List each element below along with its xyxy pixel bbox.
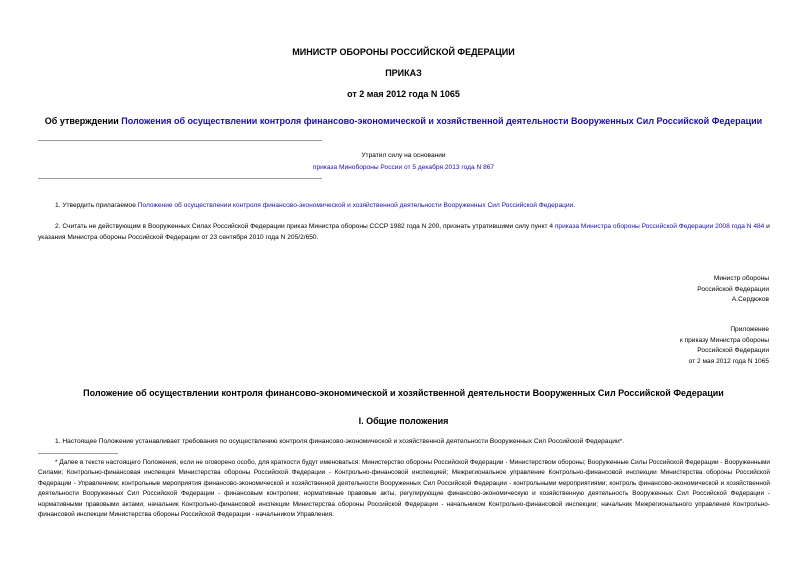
signature-position: Министр обороны xyxy=(713,275,769,282)
footnote-divider xyxy=(38,453,118,454)
status-repeal-link[interactable]: приказа Минобороны России от 5 декабря 2013 года N 867 xyxy=(312,164,495,171)
order-paragraph-2 xyxy=(38,221,770,243)
appendix-country: Российской Федерации xyxy=(697,347,769,354)
status-divider-bottom xyxy=(38,178,322,179)
doc-title-link[interactable]: Положения об осуществлении контроля финансово-экономической и хозяйственной деятельности Вооруженных Сил Российской Федерации xyxy=(121,116,763,126)
footnote-text: * Далее в тексте настоящего Положения, если не оговорено особо, для краткости будут именоваться: Министерство обороны Российской Федерации - Министерством обороны; Вооруженные Силы Российской Федерации - Вооруженными Силами; Контрольно-финансовая инспекция Министерства обороны Российской Федерации - Контрольно-финансовой инспекцией; Межрегиональное управление Контрольно-финансовой инспекции Министерства обороны Российской Федерации - Управлением; контрольные мероприятия финансово-экономической и хозяйственной деятельности Вооруженных Сил Российской Федерации - контрольными мероприятиями; контроль финансово-экономической и хозяйственной деятельности Вооруженных Сил Российской Федерации - финансовым контролем; нормативные правовые акты, регулирующие финансово-экономическую и хозяйственную деятельность Вооруженных Сил Российской Федерации - нормативными правовыми актами; начальник Контрольно-финансовой инспекции Министерства обороны Российской Федерации - начальником Контрольно-финансовой инспекции; начальник Межрегионального управления Контрольно-финансовой инспекции Министерства обороны Российской Федерации - начальником Управления. xyxy=(38,459,770,519)
signature-name: А.Сердюков xyxy=(731,296,769,303)
p2-prefix: 2. Считать не действующим в Вооруженных Силах Российской Федерации приказ Министра обороны СССР 1982 года N 200, признать утратившими силу пункт 4 xyxy=(55,223,555,230)
p2-order-link[interactable]: приказа Министра обороны Российской Федерации 2008 года N 484 xyxy=(554,223,765,230)
doc-type-heading: ПРИКАЗ xyxy=(385,68,422,78)
appendix-date: от 2 мая 2012 года N 1065 xyxy=(688,357,769,365)
p1-prefix: 1. Утвердить прилагаемое xyxy=(55,202,138,209)
ministry-heading: МИНИСТР ОБОРОНЫ РОССИЙСКОЙ ФЕДЕРАЦИИ xyxy=(292,47,515,57)
doc-title xyxy=(0,116,807,126)
p1-regulation-link[interactable]: Положение об осуществлении контроля финансово-экономической и хозяйственной деятельности Вооруженных Сил Российской Федерации xyxy=(137,202,574,209)
status-divider-top xyxy=(38,140,322,141)
p2-suffix: и указания Министра обороны Российской Федерации от 23 сентября 2010 года N 205/2/650. xyxy=(38,223,770,241)
doc-title-prefix: Об утверждении xyxy=(44,116,122,126)
appendix-order-ref: к приказу Министра обороны xyxy=(679,336,769,344)
appendix-label: Приложение xyxy=(730,326,769,333)
regulation-title: Положение об осуществлении контроля финансово-экономической и хозяйственной деятельности Вооруженных Сил Российской Федерации xyxy=(83,388,724,398)
doc-date-number: от 2 мая 2012 года N 1065 xyxy=(347,89,460,99)
p1-suffix: . xyxy=(573,202,576,209)
regulation-paragraph-1: 1. Настоящее Положение устанавливает требования по осуществлению контроля финансово-экономической и хозяйственной деятельности Вооруженных Сил Российской Федерации*. xyxy=(55,438,625,445)
order-paragraph-1 xyxy=(55,200,770,211)
section-title: I. Общие положения xyxy=(358,416,449,426)
signature-block xyxy=(697,274,769,306)
signature-country: Российской Федерации xyxy=(697,285,769,293)
appendix-block xyxy=(680,325,769,367)
status-line: Утратил силу на основании xyxy=(361,152,446,159)
